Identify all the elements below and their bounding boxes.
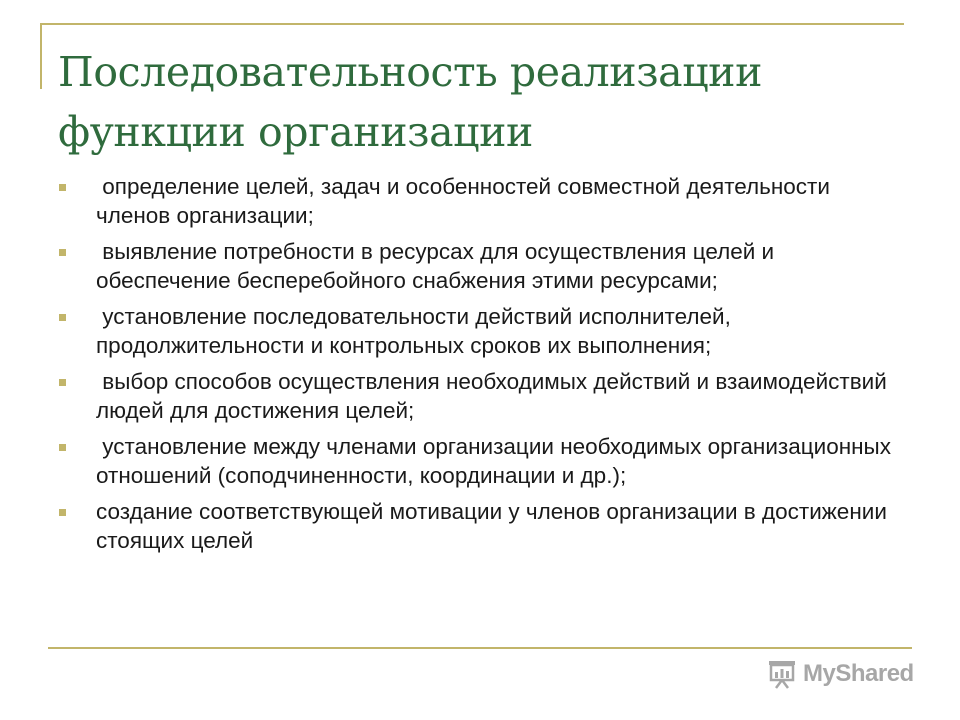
watermark-text: MyShared	[803, 660, 914, 687]
square-bullet-icon	[59, 249, 66, 256]
bullet-text: установление между членами организации необходимых организационных отношений (соподчиненности, координации и др.);	[96, 434, 898, 488]
slide-title	[58, 42, 918, 162]
watermark	[766, 657, 914, 691]
title-line-2: функции организации	[58, 108, 533, 156]
square-bullet-icon	[59, 444, 66, 451]
left-border-line	[40, 23, 42, 89]
bullet-item	[58, 432, 908, 490]
bullet-item	[58, 497, 908, 555]
presentation-icon	[766, 659, 798, 689]
bullet-list	[58, 172, 908, 562]
square-bullet-icon	[59, 379, 66, 386]
square-bullet-icon	[59, 184, 66, 191]
bullet-text: установление последовательности действий исполнителей, продолжительности и контрольных сроков их выполнения;	[96, 304, 738, 358]
bullet-text: выбор способов осуществления необходимых действий и взаимодействий людей для достижения целей;	[96, 369, 894, 423]
bullet-item	[58, 237, 908, 295]
bullet-text: определение целей, задач и особенностей совместной деятельности членов организации;	[96, 174, 837, 228]
bullet-item	[58, 367, 908, 425]
bullet-item	[58, 172, 908, 230]
bullet-item	[58, 302, 908, 360]
bullet-text: выявление потребности в ресурсах для осуществления целей и обеспечение бесперебойного снабжения этими ресурсами;	[96, 239, 781, 293]
square-bullet-icon	[59, 314, 66, 321]
square-bullet-icon	[59, 509, 66, 516]
bottom-border-line	[48, 647, 912, 649]
bullet-text: создание соответствующей мотивации у членов организации в достижении стоящих целей	[96, 499, 894, 553]
top-border-line	[40, 23, 904, 25]
title-line-1: Последовательность реализации	[58, 48, 763, 96]
